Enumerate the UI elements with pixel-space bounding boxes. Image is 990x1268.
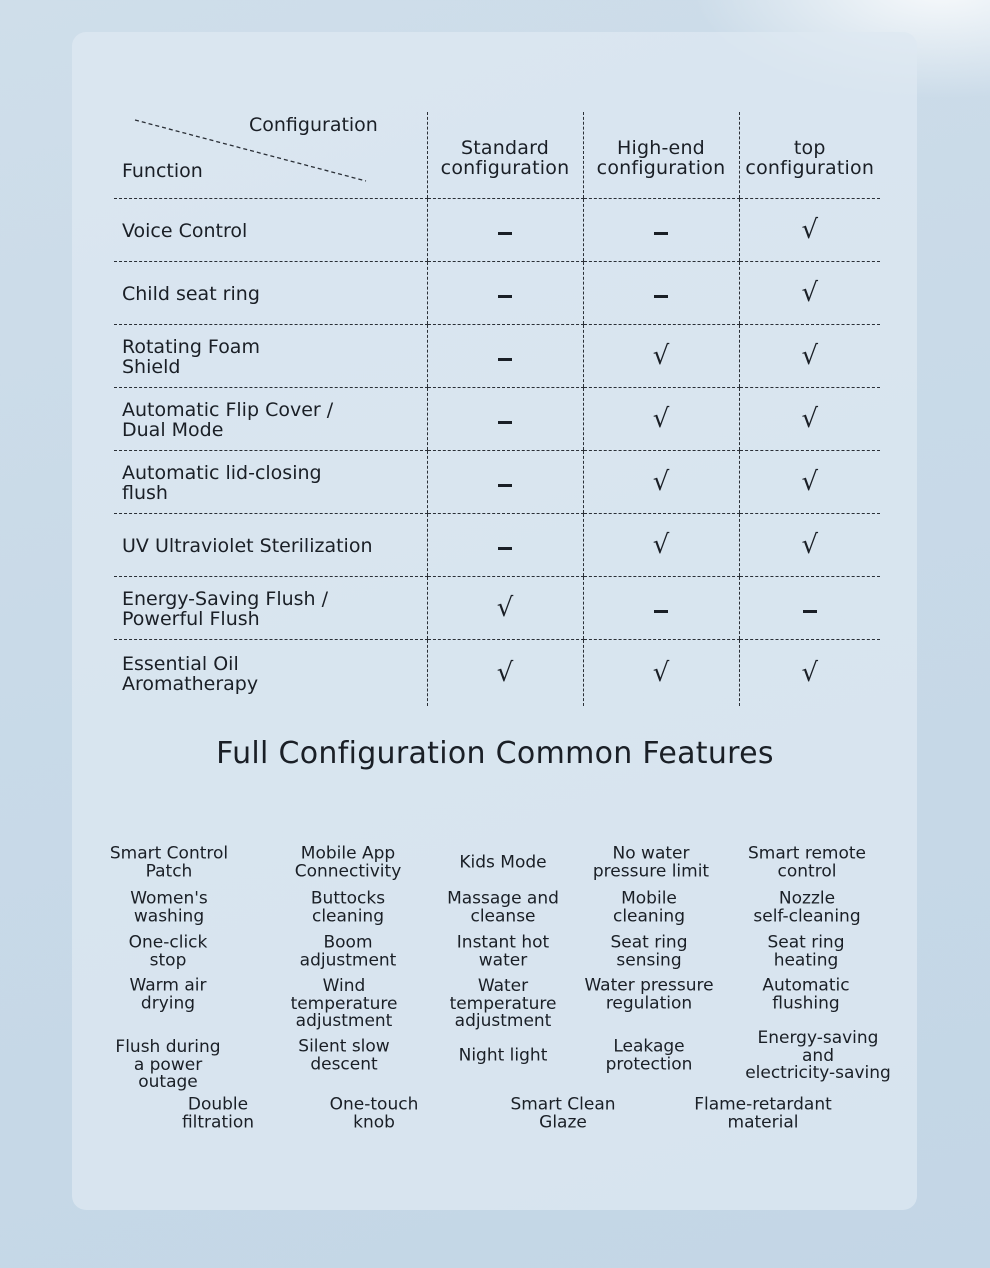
column-header-line: High-end [617,136,705,159]
feature-label-line: flushing [772,993,840,1013]
config-cell [739,387,880,450]
features-title: Full Configuration Common Features [216,736,774,771]
feature-item [574,888,724,926]
dash-icon [654,232,668,235]
comparison-table [114,112,880,706]
feature-label-line: Buttocks [310,888,386,909]
config-cell [427,324,583,387]
feature-label-line: material [727,1112,799,1132]
function-name [114,450,427,513]
feature-label-line: One-touch [329,1094,419,1115]
dash-icon [803,610,817,613]
config-cell [739,198,880,261]
feature-label-line: Silent slow [298,1036,390,1057]
check-icon: √ [801,340,819,371]
feature-label-line: knob [353,1112,395,1132]
feature-label-line: adjustment [454,1010,552,1031]
feature-label-line: electricity-saving [745,1062,891,1083]
function-name-line: Essential Oil [122,652,239,675]
check-icon: √ [496,592,514,623]
feature-item [93,932,243,970]
check-icon: √ [652,403,670,434]
feature-label-line: Mobile App [300,843,396,864]
config-cell [427,639,583,706]
check-icon: √ [801,657,819,688]
feature-label-line: Warm air [129,975,207,996]
table-row [114,324,880,387]
feature-label-line: water [478,950,528,970]
dash-icon [654,610,668,613]
feature-item [574,1036,724,1074]
dash-icon [498,421,512,424]
table-row [114,450,880,513]
dash-icon [498,232,512,235]
feature-label-line: Kids Mode [459,852,547,873]
check-icon: √ [801,214,819,245]
function-name-line: Voice Control [122,219,248,242]
column-header-line: configuration [440,156,570,179]
feature-label-line: Seat ring [767,932,845,953]
feature-label-line: protection [605,1054,693,1074]
config-cell [427,576,583,639]
table-row [114,576,880,639]
feature-label-line: a power [133,1054,203,1075]
table-row [114,198,880,261]
column-header-high-end [583,112,739,198]
config-cell [739,513,880,576]
feature-label-line: cleanse [470,906,536,926]
function-name-line: Automatic lid-closing [122,461,322,484]
feature-label-line: Seat ring [610,932,688,953]
function-name-line: Dual Mode [122,418,224,441]
function-name [114,639,427,706]
feature-label-line: Water pressure [584,975,714,996]
feature-item [731,932,881,970]
feature-item [743,1027,893,1083]
column-header-standard [427,112,583,198]
dash-icon [654,295,668,298]
feature-label-line: One-click [128,932,208,953]
config-cell [427,261,583,324]
function-name [114,513,427,576]
table-row [114,387,880,450]
config-cell [427,387,583,450]
feature-label-line: drying [140,993,196,1013]
function-name [114,576,427,639]
feature-label-line: Wind [322,975,366,996]
function-name-line: flush [122,481,168,504]
function-name [114,324,427,387]
dash-icon [498,295,512,298]
feature-label-line: Smart Clean [510,1094,616,1115]
table-row [114,261,880,324]
feature-item [731,975,881,1013]
feature-label-line: Water [477,975,529,996]
function-name-line: Rotating Foam [122,335,260,358]
check-icon: √ [801,403,819,434]
column-header-line: top [793,136,826,159]
corner-header-cell [114,112,427,198]
function-name-line: Shield [122,355,181,378]
feature-item [269,975,419,1031]
dash-icon [498,484,512,487]
check-icon: √ [652,340,670,371]
feature-item [143,1094,293,1132]
column-header-line: configuration [596,156,726,179]
check-icon: √ [801,466,819,497]
feature-item [94,888,244,926]
table-row [114,639,880,706]
check-icon: √ [652,529,670,560]
config-cell [583,576,739,639]
config-cell [583,639,739,706]
column-header-line: configuration [745,156,875,179]
function-name-line: Child seat ring [122,282,260,305]
config-cell [583,387,739,450]
config-cell [583,324,739,387]
feature-item [428,888,578,926]
feature-label-line: Flush during [115,1036,221,1057]
feature-label-line: self-cleaning [753,906,861,926]
function-name-line: Aromatherapy [122,672,259,695]
config-cell [583,261,739,324]
feature-label-line: Leakage [613,1036,685,1057]
corner-function-label: Function [122,160,203,182]
feature-item [428,932,578,970]
feature-label-line: temperature [290,993,398,1014]
feature-label-line: sensing [616,950,682,970]
feature-item [94,843,244,881]
function-name-line: Energy-Saving Flush / [122,587,329,610]
feature-item [732,888,882,926]
feature-label-line: No water [612,843,690,864]
feature-label-line: Connectivity [294,861,402,881]
config-cell [739,576,880,639]
feature-label-line: descent [310,1054,378,1074]
feature-label-line: Instant hot [456,932,550,953]
config-cell [739,639,880,706]
feature-label-line: Energy-saving and [757,1027,879,1066]
function-name [114,387,427,450]
column-header-line: Standard [460,136,550,159]
feature-label-line: adjustment [295,1010,393,1031]
feature-label-line: Massage and [447,888,559,909]
config-cell [583,513,739,576]
feature-item [93,1036,243,1092]
feature-label-line: Patch [145,861,193,881]
feature-item [688,1094,838,1132]
config-cell [739,261,880,324]
feature-label-line: Nozzle [778,888,836,909]
function-name [114,198,427,261]
feature-label-line: adjustment [299,950,397,970]
config-cell [739,324,880,387]
feature-label-line: temperature [449,993,557,1014]
dash-icon [498,547,512,550]
feature-item [428,1047,578,1065]
feature-item [576,843,726,881]
feature-item [273,932,423,970]
table-row [114,513,880,576]
feature-label-line: stop [149,950,187,970]
function-name-line: Automatic Flip Cover / [122,398,334,421]
check-icon: √ [496,657,514,688]
config-cell [427,198,583,261]
feature-item [574,975,724,1013]
function-name-line: Powerful Flush [122,607,260,630]
feature-label-line: Smart Control [109,843,229,864]
feature-item [273,843,423,881]
feature-item [732,843,882,881]
check-icon: √ [801,277,819,308]
feature-label-line: Boom [323,932,373,953]
feature-item [488,1094,638,1132]
feature-label-line: Night light [458,1045,548,1066]
dash-icon [498,358,512,361]
feature-label-line: Flame-retardant [694,1094,832,1115]
check-icon: √ [801,529,819,560]
feature-label-line: washing [133,906,205,926]
config-cell [583,198,739,261]
feature-label-line: filtration [181,1112,255,1132]
feature-label-line: regulation [605,993,693,1013]
feature-label-line: pressure limit [592,861,710,881]
feature-label-line: cleaning [612,906,685,926]
feature-item [428,854,578,872]
feature-label-line: Women's [130,888,208,909]
column-header-top [739,112,880,198]
table-body [114,198,880,706]
feature-label-line: control [777,861,837,881]
feature-label-line: cleaning [311,906,384,926]
config-cell [427,450,583,513]
feature-item [574,932,724,970]
feature-item [428,975,578,1031]
feature-label-line: outage [138,1071,198,1092]
config-cell [739,450,880,513]
feature-item [273,888,423,926]
corner-configuration-label: Configuration [249,114,378,136]
function-name-line: UV Ultraviolet Sterilization [122,534,373,557]
feature-label-line: Mobile [621,888,677,909]
feature-label-line: heating [773,950,839,970]
feature-item [93,975,243,1013]
check-icon: √ [652,466,670,497]
feature-item [269,1036,419,1074]
check-icon: √ [652,657,670,688]
feature-item [299,1094,449,1132]
config-cell [427,513,583,576]
config-cell [583,450,739,513]
feature-label-line: Glaze [539,1112,587,1132]
feature-label-line: Smart remote [748,843,866,864]
function-name [114,261,427,324]
feature-label-line: Automatic [762,975,850,996]
feature-label-line: Double [187,1094,249,1115]
table-header-row [114,112,880,198]
